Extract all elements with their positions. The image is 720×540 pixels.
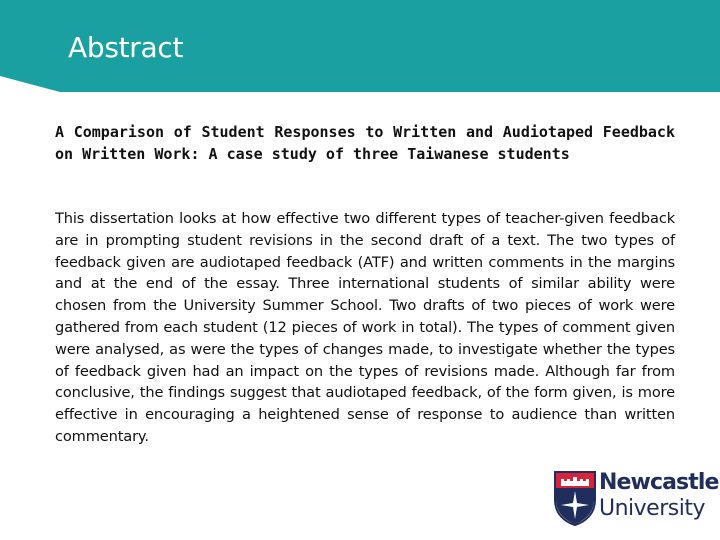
- logo-line-newcastle: Newcastle: [599, 470, 719, 495]
- slide-title: Abstract: [68, 31, 184, 64]
- paper-title: A Comparison of Student Responses to Written and Audiotaped Feedback on Written Work: A case study of three Taiwanese students: [55, 123, 675, 163]
- abstract-body: This dissertation looks at how effective two different types of teacher-given feedback are in prompting student revisions in the second draft of a text. The two types of feedback given are audiotaped feedback (ATF) and written comments in the margins and at the end of the essay. Three international students of similar ability were chosen from the University Summer School. Two drafts of two pieces of work were gathered from each student (12 pieces of work in total). The types of comment given were analysed, as were the types of changes made, to investigate whether the types of feedback given had an impact on the types of revisions made. Although far from conclusive, the findings suggest that audiotaped feedback, of the form given, is more effective in encouraging a heightened sense of response to audience than written commentary.: [55, 210, 675, 445]
- castle-crest-icon: [553, 470, 597, 526]
- logo-line-university: University: [599, 496, 705, 521]
- newcastle-university-logo: [553, 470, 719, 528]
- wordmark: [599, 470, 719, 522]
